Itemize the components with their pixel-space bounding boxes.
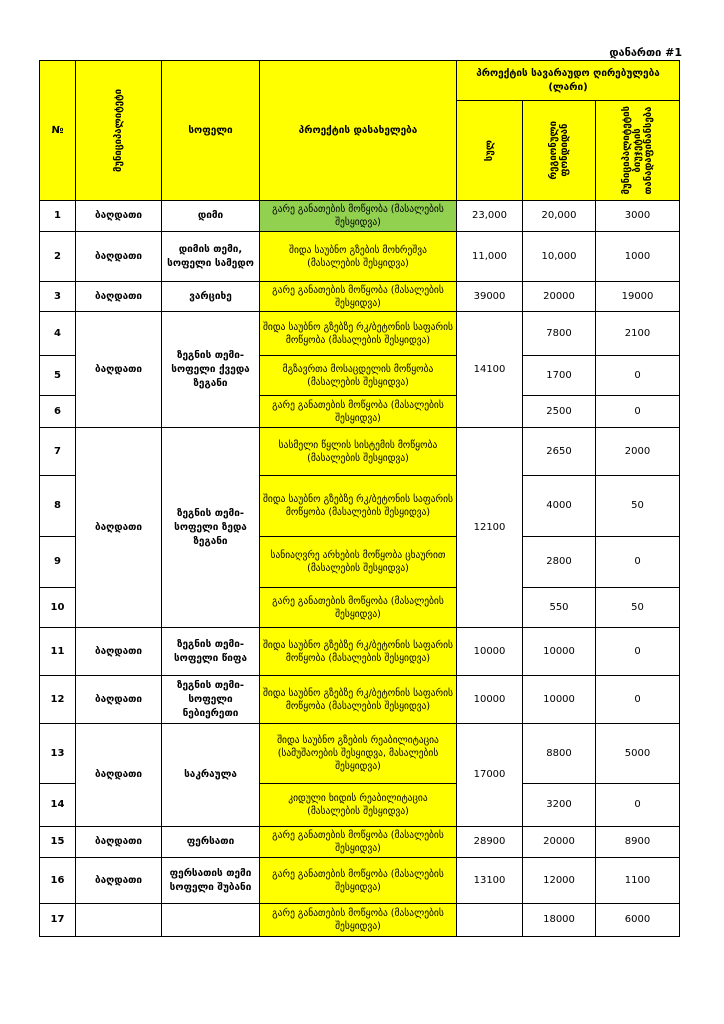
- table-row: 16 ბაღდათი ფერსათის თემი სოფელი შუბანი გარე განათების მოწყობა (მასალების შესყიდვა) 13100 12000 1100: [40, 858, 680, 904]
- table-row: 5 მგზავრთა მოსაცდელის მოწყობა (მასალების შესყიდვა) 1700 0: [40, 356, 680, 396]
- header-village: სოფელი: [162, 61, 260, 201]
- header-project-name: პროექტის დასახელება: [260, 61, 457, 201]
- table-row: 11 ბაღდათი ზეგნის თემი-სოფელი წიფა შიდა საუბნო გზებზე რკ/ბეტონის საფარის მოწყობა (მასალების შესყიდვა) 10000 10000 0: [40, 628, 680, 676]
- header-total: სულ: [457, 101, 523, 201]
- table-row: 9 სანიაღვრე არხების მოწყობა ცხაურით (მასალების შესყიდვა) 2800 0: [40, 537, 680, 588]
- table-row: 10 გარე განათების მოწყობა (მასალების შესყიდვა) 550 50: [40, 588, 680, 628]
- projects-table: [39, 60, 680, 937]
- table-row: 7 ბაღდათი ზეგნის თემი-სოფელი ზედა ზეგანი სასმელი წყლის სისტემის მოწყობა (მასალების შესყიდვა) 12100 2650 2000: [40, 428, 680, 476]
- header-regional-fund: რეგიონული ფონდიდან: [523, 101, 596, 201]
- table-row: 2 ბაღდათი დიმის თემი, სოფელი სამედო შიდა საუბნო გზების მოხრეშვა (მასალების შესყიდვა) 11,000 10,000 1000: [40, 232, 680, 282]
- table-row: 17 გარე განათების მოწყობა (მასალების შესყიდვა) 18000 6000: [40, 904, 680, 937]
- header-num: №: [40, 61, 76, 201]
- table-row: 15 ბაღდათი ფერსათი გარე განათების მოწყობა (მასალების შესყიდვა) 28900 20000 8900: [40, 827, 680, 858]
- table-row: 1 ბაღდათი დიმი გარე განათების მოწყობა (მასალების შესყიდვა) 23,000 20,000 3000: [40, 201, 680, 232]
- header-budget-group: პროექტის სავარაუდო ღირებულება (ლარი): [457, 61, 680, 101]
- annex-label: დანართი #1: [609, 46, 682, 59]
- table-row: 4 ბაღდათი ზეგნის თემი-სოფელი ქვედა ზეგანი შიდა საუბნო გზებზე რკ/ბეტონის საფარის მოწყობა (მასალების შესყიდვა) 14100 7800 2100: [40, 312, 680, 356]
- table-row: 6 გარე განათების მოწყობა (მასალების შესყიდვა) 2500 0: [40, 396, 680, 428]
- header-row: [40, 61, 680, 101]
- header-municipality: მუნიციპალიტეტი: [76, 61, 162, 201]
- header-muni-cofinance: მუნიციპალიტეტის ბიუჯეტის თანადაფინანსება: [596, 101, 680, 201]
- table-row: 14 კიდული ხიდის რეაბილიტაცია (მასალების შესყიდვა) 3200 0: [40, 784, 680, 827]
- table-row: 8 შიდა საუბნო გზებზე რკ/ბეტონის საფარის მოწყობა (მასალების შესყიდვა) 4000 50: [40, 476, 680, 537]
- table-row: 3 ბაღდათი ვარციხე გარე განათების მოწყობა (მასალების შესყიდვა) 39000 20000 19000: [40, 282, 680, 312]
- table-row: 13 ბაღდათი საკრაულა შიდა საუბნო გზების რეაბილიტაცია (სამუშაოების შესყიდვა, მასალების შესყიდვა) 17000 8800 5000: [40, 724, 680, 784]
- table-row: 12 ბაღდათი ზეგნის თემი-სოფელი ნებიერეთი შიდა საუბნო გზებზე რკ/ბეტონის საფარის მოწყობა (მასალების შესყიდვა) 10000 10000 0: [40, 676, 680, 724]
